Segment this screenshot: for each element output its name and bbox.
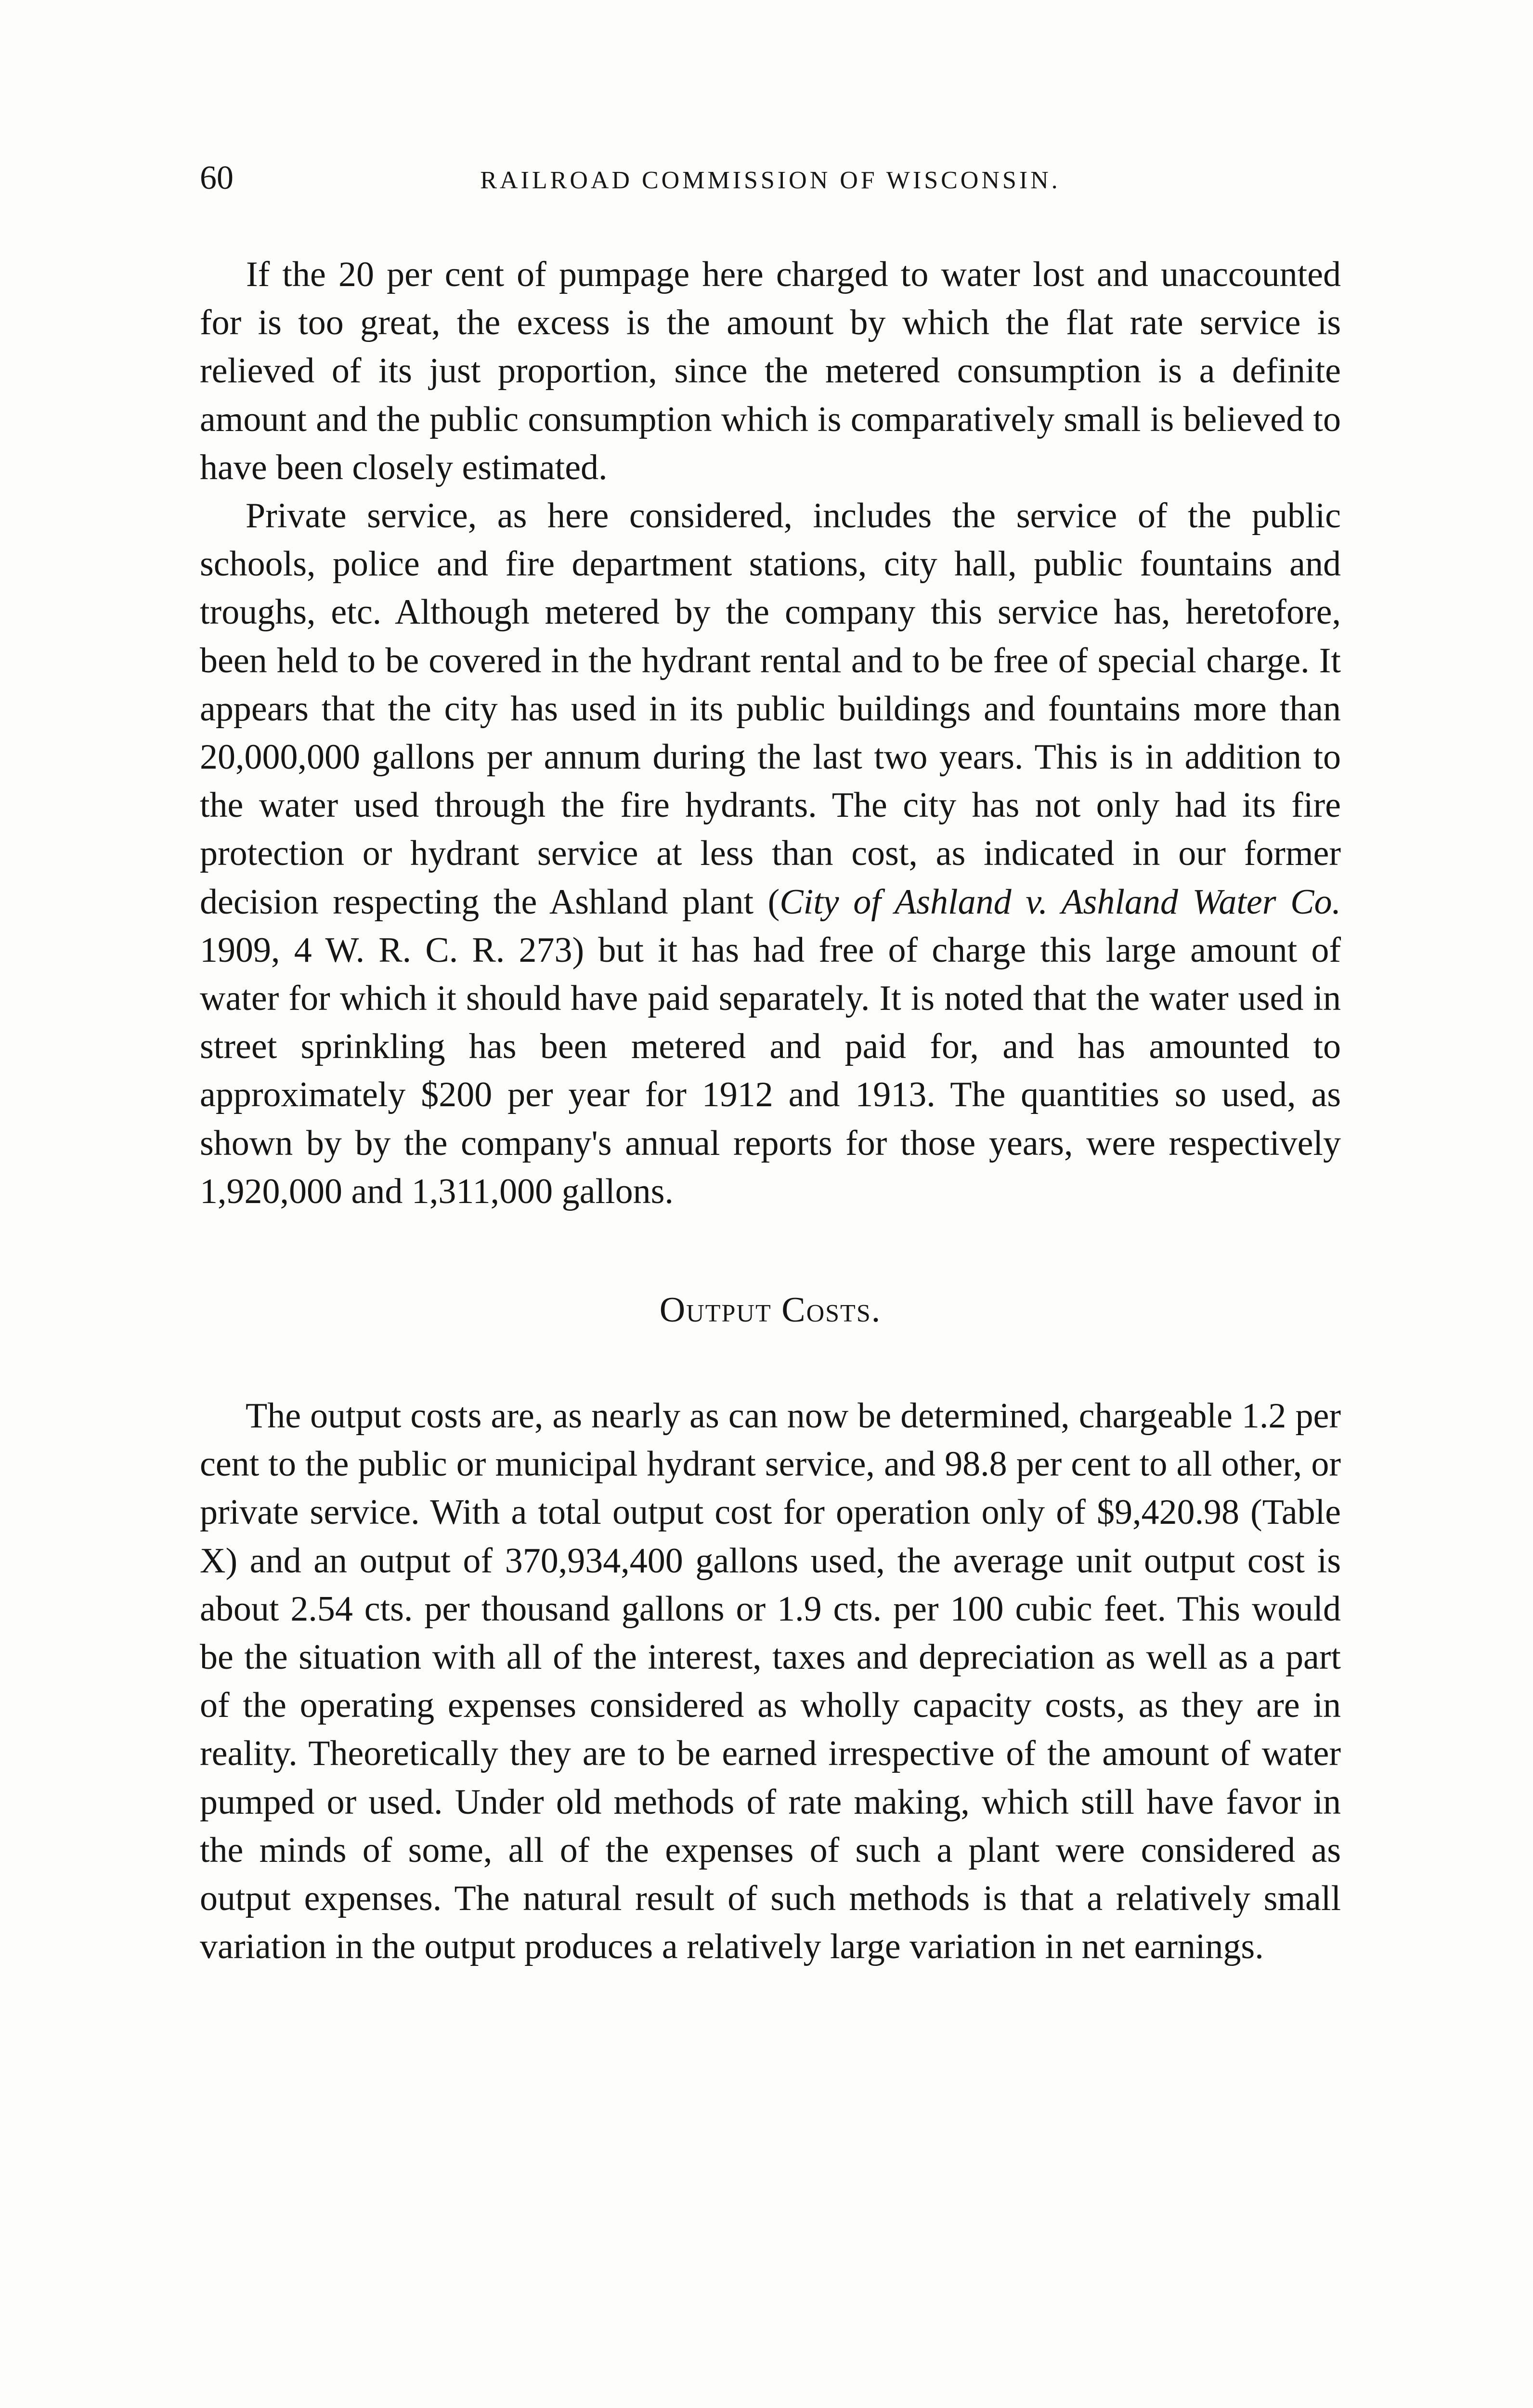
paragraph-water-lost: If the 20 per cent of pumpage here charged to water lost and unaccounted for is too great, the excess is the amount by which the flat rate service is relieved of its just proportion, since the metered consumption is a definite amount and the public consumption which is comparatively small is believed to have been closely estimated. — [200, 255, 1341, 487]
paragraph-private-service — [200, 492, 1341, 1216]
body-text — [200, 250, 1341, 1971]
paragraph-output-costs: The output costs are, as nearly as can now be determined, chargeable 1.2 per cent to the public or municipal hydrant service, and 98.8 per cent to all other, or private service. With a total output cost for operation only of $9,420.98 (Table X) and an output of 370,934,400 gallons used, the average unit output cost is about 2.54 cts. per thousand gallons or 1.9 cts. per 100 cubic feet. This would be the situation with all of the interest, taxes and depreciation as well as a part of the operating expenses considered as wholly capacity costs, as they are in reality. Theoretically they are to be earned irrespective of the amount of water pumped or used. Under old methods of rate making, which still have favor in the minds of some, all of the expenses of such a plant were considered as output expenses. The natural result of such methods is that a relatively small variation in the output produces a relatively large variation in net earnings. — [200, 1396, 1341, 1967]
case-citation: City of Ashland v. Ashland Water Co. — [779, 882, 1341, 922]
running-head: RAILROAD COMMISSION OF WISCONSIN. — [480, 167, 1061, 194]
paragraph-private-service-text-1: Private service, as here considered, includes the service of the public schools, police and fire department stations, city hall, public fountains and troughs, etc. Although metered by the company this service has, heretofore, been held to be covered in the hydrant rental and to be free of special charge. It appears that the city has used in its public buildings and fountains more than 20,000,000 gallons per annum during the last two years. This is in addition to the water used through the fire hydrants. The city has not only had its fire protection or hydrant service at less than cost, as indicated in our former decision respecting the Ashland plant ( — [200, 496, 1341, 922]
section-heading: Output Costs. — [659, 1290, 882, 1330]
page-header — [200, 157, 1341, 200]
paragraph-private-service-text-2: 1909, 4 W. R. C. R. 273) but it has had free of charge this large amount of water for which it should have paid separately. It is noted that the water used in street sprinkling has been metered and paid for, and has amounted to approximately $200 per year for 1912 and 1913. The quantities so used, as shown by by the company's annual reports for those years, were respectively 1,920,000 and 1,311,000 gallons. — [200, 930, 1341, 1211]
page-number: 60 — [200, 159, 234, 196]
